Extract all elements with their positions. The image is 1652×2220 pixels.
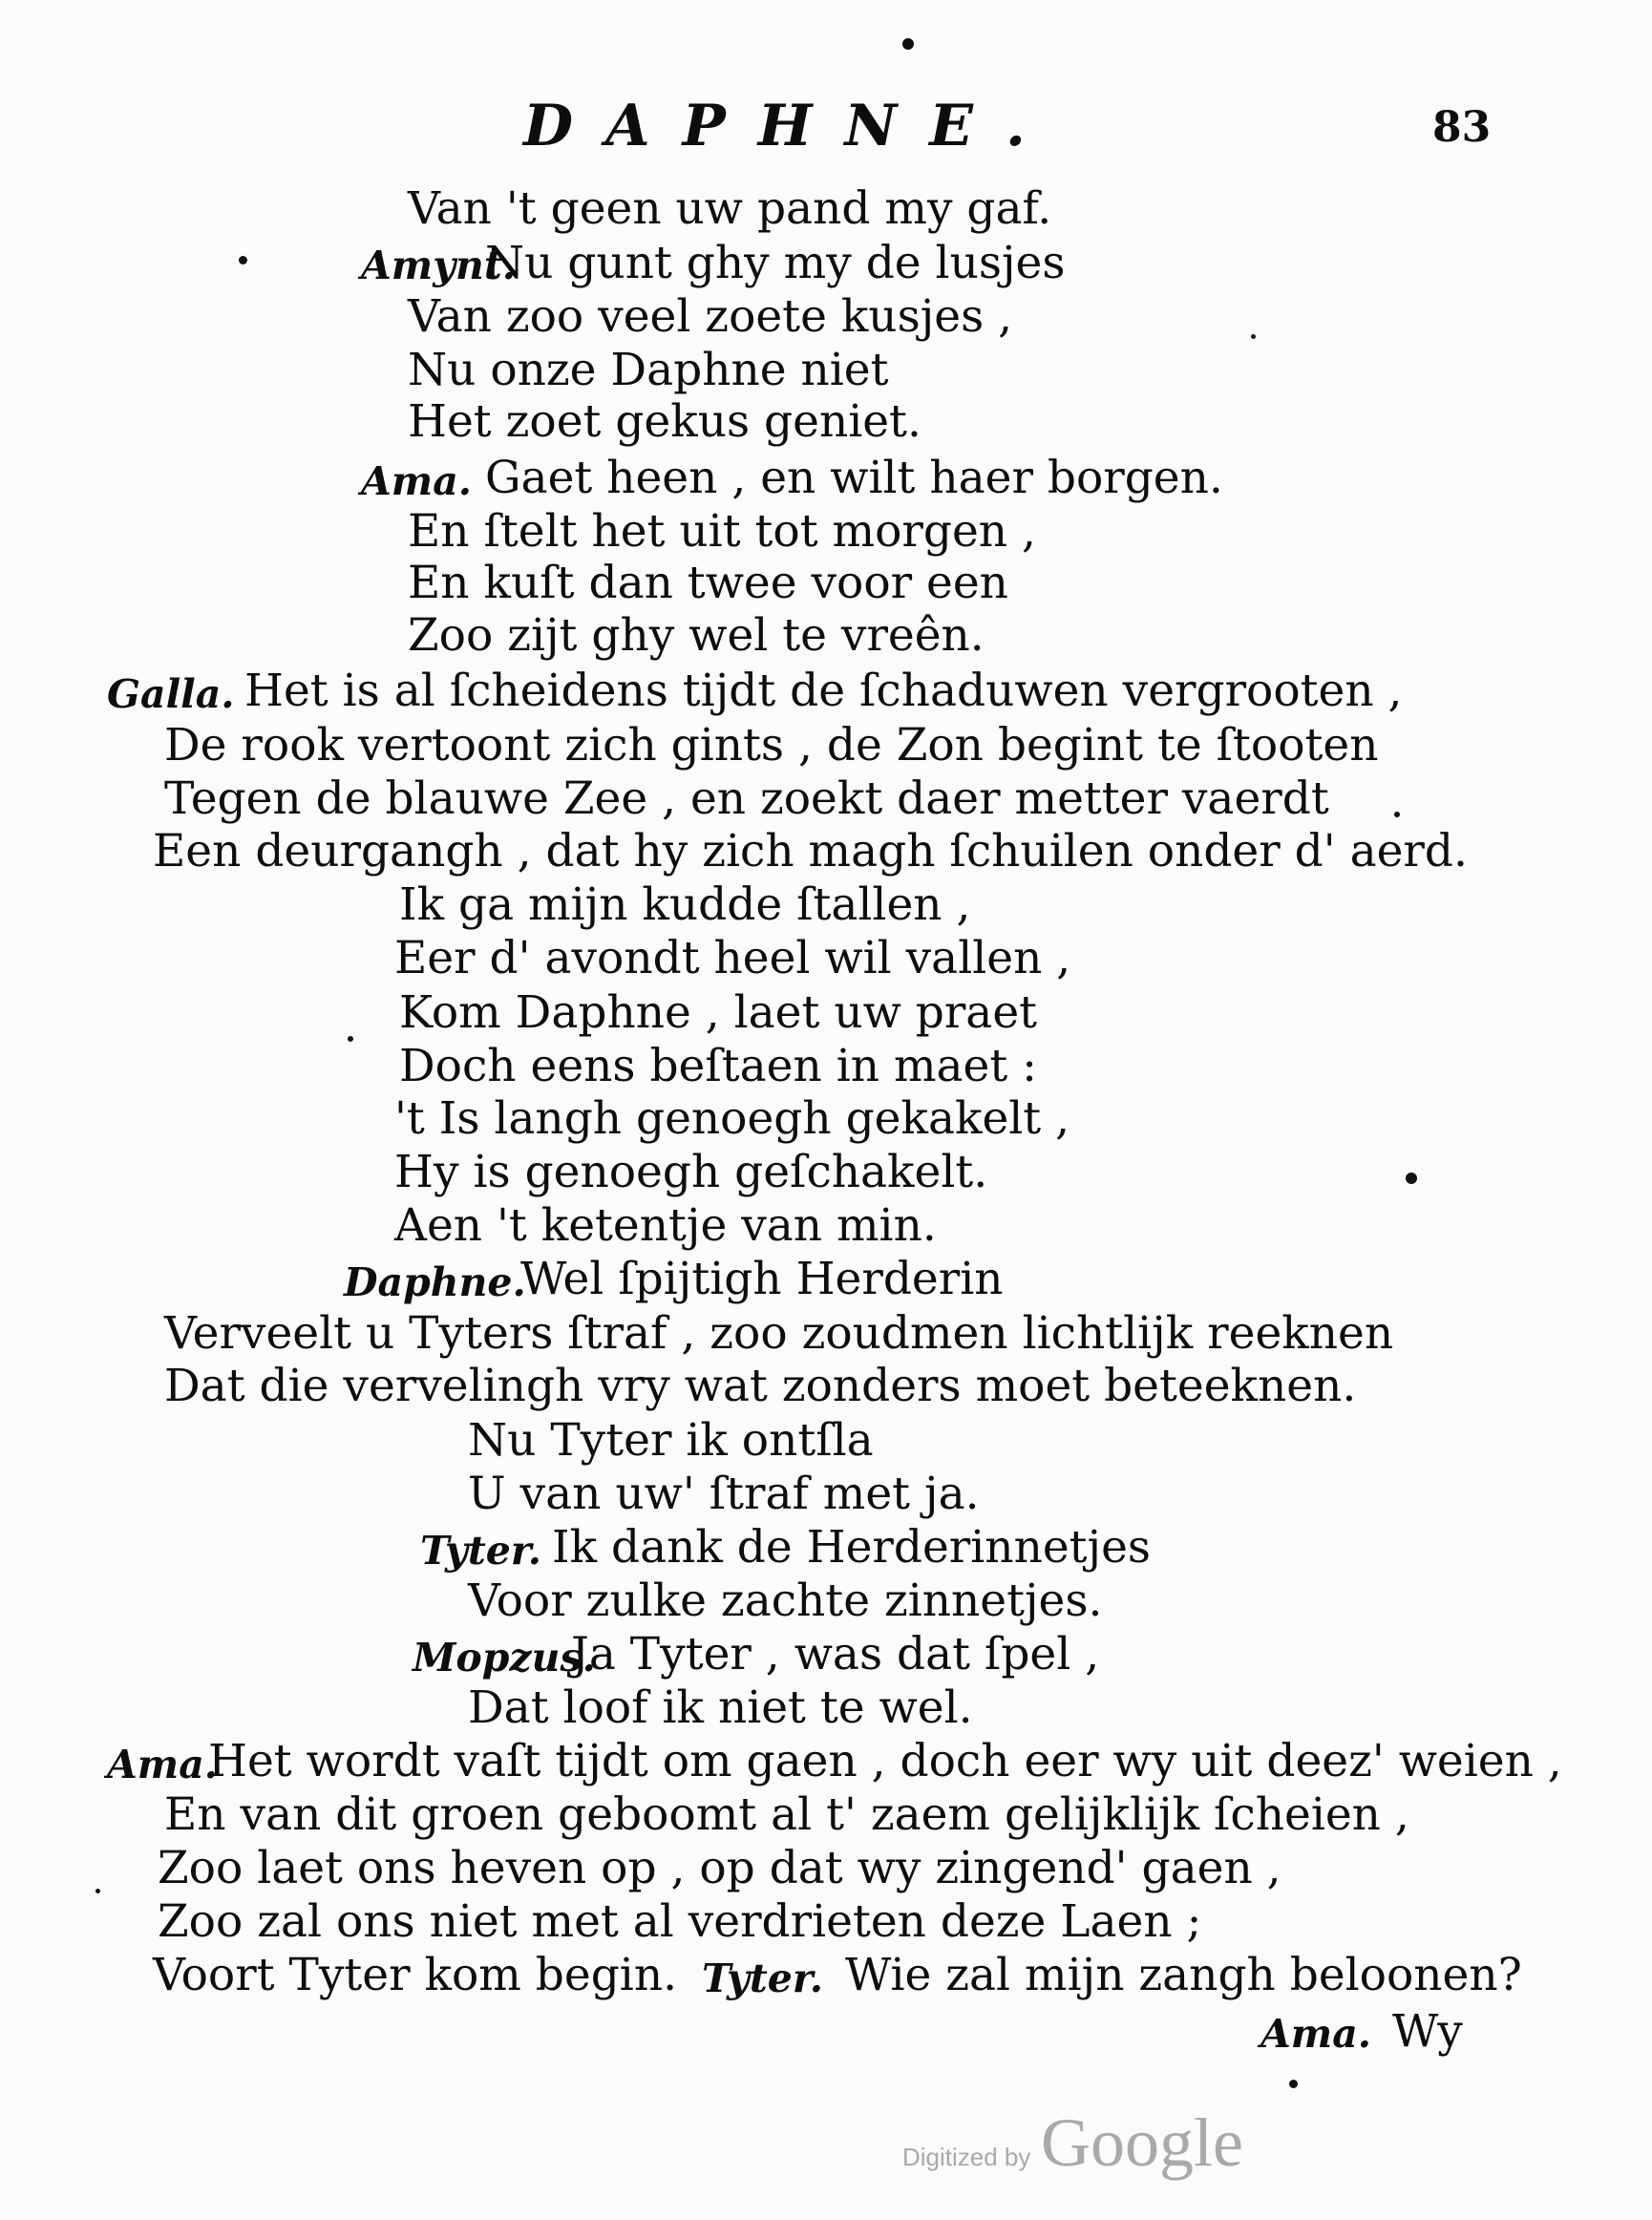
verse-line: Het is al ſcheidens tijdt de ſchaduwen vergrooten , [244,665,1403,717]
speaker-label: Tyter. [702,1956,823,2001]
verse-line: Een deurgangh , dat hy zich magh ſchuilen onder d' aerd. [153,825,1468,877]
verse-line: Verveelt u Tyters ſtraf , zoo zoudmen lichtlijk reeknen [164,1307,1394,1360]
verse-line: Ja Tyter , was dat ſpel , [571,1628,1100,1681]
page-number: 83 [1432,103,1492,152]
verse-line: Ik ga mijn kudde ſtallen , [399,878,971,931]
verse-line: Dat die vervelingh vry wat zonders moet beteeknen. [164,1360,1357,1412]
verse-line: En kuſt dan twee voor een [408,557,1008,609]
verse-line: Eer d' avondt heel wil vallen , [394,932,1071,984]
verse-line: Het wordt vaſt tijdt om gaen , doch eer wy uit deez' weien , [208,1735,1562,1787]
ink-speck [1289,2080,1298,2088]
verse-line: Van 't geen uw pand my gaf. [408,182,1052,235]
verse-line: Doch eens beſtaen in maet : [399,1040,1038,1092]
verse-line: Nu Tyter ik ontſla [468,1414,874,1467]
ink-speck [1251,334,1256,339]
verse-line: Zoo zal ons niet met al verdrieten deze Laen ; [158,1895,1202,1948]
verse-line: De rook vertoont zich gints , de Zon begint te ſtooten [164,719,1379,772]
verse-line: Dat loof ik niet te wel. [468,1681,973,1734]
watermark-logo: Google [1041,2104,1243,2181]
speaker-label: Ama. [107,1742,219,1787]
speaker-label: Amynt. [361,243,517,288]
verse-line: Wel ſpijtigh Herderin [520,1253,1004,1305]
verse-line: Aen 't ketentje van min. [394,1199,937,1252]
verse-line: 't Is langh genoegh gekakelt , [394,1092,1070,1145]
verse-line: Zoo laet ons heven op , op dat wy zingend' gaen , [158,1842,1281,1894]
ink-speck [1394,812,1400,817]
watermark-prefix: Digitized by [902,2143,1031,2171]
ink-speck [902,38,914,50]
verse-line: Tegen de blauwe Zee , en zoekt daer metter vaerdt [164,772,1329,825]
verse-line: Van zoo veel zoete kusjes , [408,290,1013,343]
verse-line: Ik dank de Herderinnetjes [552,1521,1152,1574]
verse-line: Het zoet gekus geniet. [408,395,921,448]
catchword-speaker: Ama. [1260,2011,1372,2057]
speaker-label: Daphne. [344,1259,526,1305]
verse-line: Wie zal mijn zangh beloonen? [845,1949,1522,2001]
speaker-label: Galla. [107,671,235,717]
verse-line: Nu onze Daphne niet [408,344,889,396]
verse-line: En van dit groen geboomt al t' zaem gelijklijk ſcheien , [164,1788,1409,1841]
verse-line: U van uw' ſtraf met ja. [468,1468,980,1520]
ink-speck [348,1036,353,1042]
ink-speck [95,1889,100,1893]
catchword: Wy [1392,2005,1463,2058]
verse-line: Gaet heen , en wilt haer borgen. [485,452,1223,504]
running-head-title: DAPHNE. [523,93,1058,159]
speaker-label: Ama. [361,458,473,504]
verse-line: Zoo zijt ghy wel te vreên. [408,609,985,662]
verse-line: Hy is genoegh geſchakelt. [394,1146,988,1198]
verse-line: Voort Tyter kom begin. [153,1949,678,2001]
verse-line: Nu gunt ghy my de lusjes [485,237,1066,289]
ink-speck [239,256,247,264]
speaker-label: Tyter. [420,1528,541,1574]
verse-line: En ſtelt het uit tot morgen , [408,505,1036,558]
verse-line: Voor zulke zachte zinnetjes. [468,1575,1103,1627]
verse-line: Kom Daphne , laet uw praet [399,986,1038,1039]
speaker-label: Mopzus. [413,1635,596,1681]
ink-speck [1406,1173,1417,1184]
